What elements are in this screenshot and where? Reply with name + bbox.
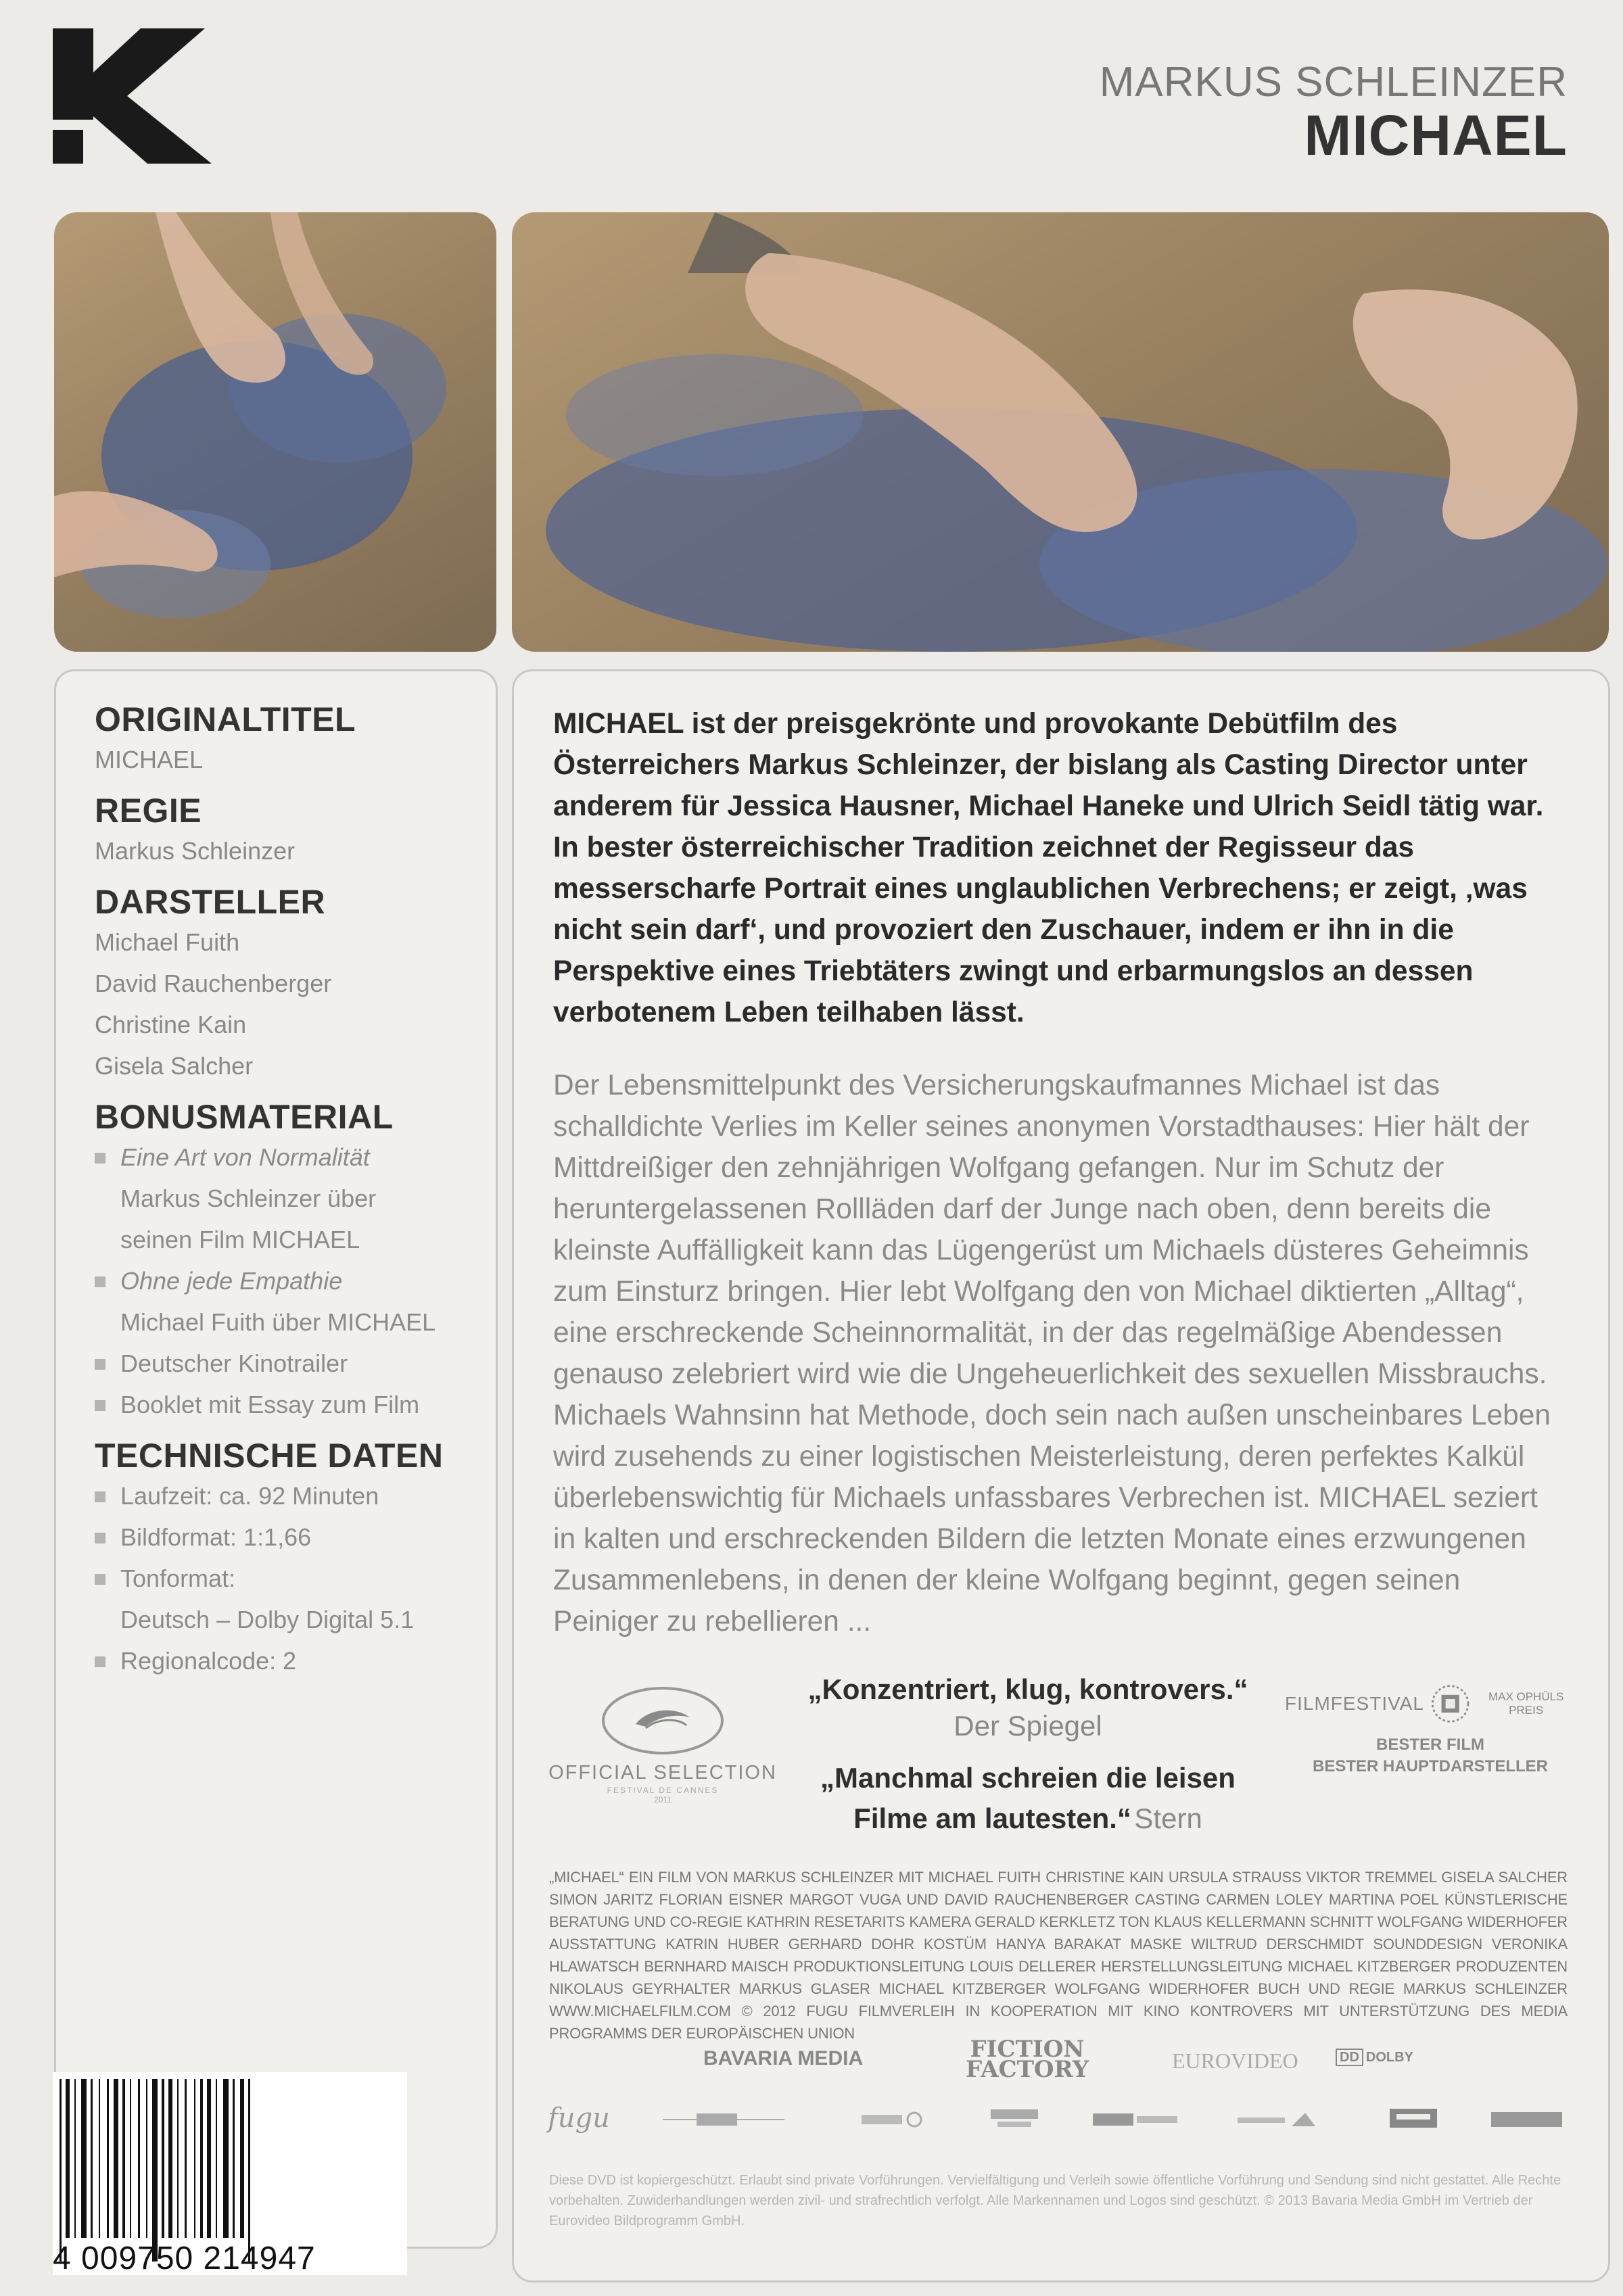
tech-spec-item: Tonformat: <box>95 1558 487 1599</box>
regie-heading: REGIE <box>95 792 202 830</box>
bmukk-logo <box>1238 2109 1325 2134</box>
bullet-square-icon <box>95 1533 105 1544</box>
darsteller-heading: DARSTELLER <box>95 883 326 921</box>
bullet-square-icon <box>95 1656 105 1667</box>
bavaria-media-logo: BAVARIA MEDIA <box>703 2047 864 2070</box>
originaltitel-value: MICHAEL <box>95 746 204 773</box>
originaltitel-heading: ORIGINALTITEL <box>95 700 356 738</box>
ean-barcode <box>53 2072 407 2275</box>
bonus-item: Booklet mit Essay zum Film <box>95 1384 487 1425</box>
bullet-square-icon <box>95 1574 105 1585</box>
kino-kontrovers-logo <box>1386 2106 1440 2134</box>
bullet-square-icon <box>95 1153 105 1164</box>
festival-emblem-icon <box>1430 1680 1471 1727</box>
film-details <box>95 700 487 1681</box>
bullet-square-icon <box>95 1491 105 1502</box>
synopsis-body: Der Lebensmittelpunkt des Versicherungskaufmannes Michael ist das schalldichte Verlies im Keller seines anonymen Vorstadthauses: Hier hält der Mittdreißiger den zehnjährigen Wolfgang gefangen. Nur im Schutz der heruntergelassenen Rollläden darf der Junge nach oben, denn bereits die kleinste Auffälligkeit kann das Lügengerüst um Michaels düsteres Geheimnis zum Einsturz bringen. Hier lebt Wolfgang den von Michael diktierten „Alltag“, eine erschreckende Scheinnormalität, in der das regelmäßige Abendessen genauso zelebriert wird wie die Ungeheuerlichkeit des sexuellen Missbrauchs. Michaels Wahnsinn hat Methode, doch sein nach außen unscheinbares Leben wird zusehends zu einer logistischen Meisterleistung, deren perfektes Kalkül überlebenswichtig für Michaels unfassbares Verbrechen ist. MICHAEL seziert in kalten und erschreckenden Bildern die letzten Monate eines erzwungenen Zusammenlebens, in denen der kleine Wolfgang beginnt, gegen seinen Peiniger zu rebellieren ... <box>553 1070 1551 1637</box>
technische-daten-heading: TECHNISCHE DATEN <box>95 1437 444 1475</box>
bullet-square-icon <box>95 1359 105 1370</box>
cannes-selection-badge <box>548 1683 778 1804</box>
bonus-item: Deutscher Kinotrailer <box>95 1343 487 1384</box>
film-fund-logo <box>855 2109 929 2134</box>
cast-member: David Rauchenberger <box>95 970 332 997</box>
quote-text: „Konzentriert, klug, kontrovers.“ <box>807 1673 1248 1705</box>
still-image-puzzle-hands-right <box>512 212 1609 652</box>
cannes-palm-icon <box>598 1683 727 1758</box>
award-best-actor: BESTER HAUPTDARSTELLER <box>1312 1757 1548 1775</box>
copyright-disclaimer: Diese DVD ist kopiergeschützt. Erlaubt sind private Vorführungen. Vervielfältigung und Verleih sowie öffentliche Vorführung und Sendung sind nicht gestattet. Alle Rechte vorbehalten. Zuwiderhandlungen werden zivil- und strafrechtlich verfolgt. Alle Markennamen und Logos sind geschützt. © 2013 Bavaria Media GmbH im Vertrieb der Eurovideo Bildprogramm GmbH. <box>549 2173 1561 2228</box>
fugu-logo: fugu <box>548 2103 610 2134</box>
bonus-item-detail: seinen Film MICHAEL <box>120 1226 360 1253</box>
fiction-factory-logo: FICTION FACTORY <box>966 2036 1089 2083</box>
festival-de-cannes-label: FESTIVAL DE CANNES <box>607 1786 719 1795</box>
fisa-logo <box>984 2108 1045 2135</box>
director-name: MARKUS SCHLEINZER <box>1099 59 1568 105</box>
press-quote-stern <box>791 1758 1265 1846</box>
film-title: MICHAEL <box>1304 103 1568 168</box>
bonus-item-detail: Michael Fuith über MICHAEL <box>120 1308 436 1336</box>
quote-source: Der Spiegel <box>954 1710 1102 1742</box>
quote-line <box>791 1798 1265 1846</box>
still-image-puzzle-hands-left <box>54 212 496 652</box>
award-best-film: BESTER FILM <box>1376 1736 1484 1754</box>
bonus-item: Eine Art von Normalität <box>95 1137 487 1178</box>
tech-spec-detail: Deutsch – Dolby Digital 5.1 <box>120 1606 415 1633</box>
bonusmaterial-heading: BONUSMATERIAL <box>95 1098 394 1136</box>
cast-member: Gisela Salcher <box>95 1052 254 1080</box>
quote-source: Stern <box>1134 1802 1202 1834</box>
max-ophuels-award-badge <box>1285 1680 1576 1777</box>
credits-block: „MICHAEL“ EIN FILM VON MARKUS SCHLEINZER MIT MICHAEL FUITH CHRISTINE KAIN URSULA STRAUSS VIKTOR TREMMEL GISELA SALCHER SIMON JARITZ FLORIAN EISNER MARGOT VUGA UND DAVID RAUCHENBERGER CASTING CARMEN LOLEY MARTINA POEL KÜNSTLERISCHE BERATUNG UND CO-REGIE KATHRIN RESETARITS KAMERA GERALD KERKLETZ TON KLAUS KELLERMANN SCHNITT WOLFGANG WIDERHOFER AUSSTATTUNG KATRIN HUBER GERHARD DOHR KOSTÜM HANYA BARAKAT MASKE WILTRUD DERSCHMIDT SOUNDDESIGN VERONIKA HLAWATSCH BERNHARD MAISCH PRODUKTIONSLEITUNG LOUIS DELLERER HERSTELLUNGSLEITUNG MICHAEL KITZBERGER PRODUZENTEN NIKOLAUS GEYRHALTER MARKUS GLASER MICHAEL KITZBERGER WOLFGANG WIDERHOFER BUCH UND REGIE MARKUS SCHLEINZER WWW.MICHAELFILM.COM © 2012 FUGU FILMVERLEIH IN KOOPERATION MIT KINO KONTROVERS MIT UNTERSTÜTZUNG DES MEDIA PROGRAMMS DER EUROPÄISCHEN UNION <box>549 1869 1568 2042</box>
bullet-square-icon <box>95 1276 105 1287</box>
barcode-number: 4 009750 214947 <box>53 2241 316 2276</box>
bullet-square-icon <box>95 1400 105 1411</box>
eurovideo-logo: EUROVIDEO <box>1172 2049 1298 2073</box>
orf-logo <box>1093 2109 1181 2134</box>
media-programme-logo <box>1491 2109 1566 2134</box>
festival-prize: MAX OPHÜLS PREIS <box>1488 1690 1564 1717</box>
cover-header <box>1099 59 1568 168</box>
official-selection-label: OFFICIAL SELECTION <box>548 1762 777 1784</box>
cast-member: Christine Kain <box>95 1011 247 1038</box>
bonus-item: Ohne jede Empathie <box>95 1260 487 1301</box>
publisher-logo <box>53 28 215 164</box>
regie-value: Markus Schleinzer <box>95 837 296 865</box>
ngf-logo <box>663 2109 784 2134</box>
tech-spec-item: Laufzeit: ca. 92 Minuten <box>95 1475 487 1516</box>
tech-spec-item: Regionalcode: 2 <box>95 1640 487 1681</box>
tech-spec-item: Bildformat: 1:1,66 <box>95 1516 487 1558</box>
quote-text: „Manchmal schreien die leisen <box>820 1762 1236 1794</box>
cast-member: Michael Fuith <box>95 928 240 956</box>
dolby-digital-logo: DD DOLBY <box>1336 2050 1413 2065</box>
quote-text: Filme am lautesten.“ <box>853 1802 1131 1834</box>
festival-year: 2011 <box>654 1795 672 1804</box>
press-quote-spiegel <box>791 1673 1265 1742</box>
festival-name: FILMFESTIVAL <box>1285 1693 1424 1714</box>
bonus-item-detail: Markus Schleinzer über <box>120 1185 377 1212</box>
synopsis-intro: MICHAEL ist der preisgekrönte und provokante Debütfilm des Österreichers Markus Schleinzer, der bislang als Casting Director unter anderem für Jessica Hausner, Michael Haneke und Ulrich Seidl tätig war. In bester österreichischer Tradition zeichnet der Regisseur das messerscharfe Portrait eines unglaublichen Verbrechens; er zeigt, ‚was nicht sein darf‘, und provoziert den Zuschauer, indem er ihn in die Perspektive eines Triebtäters zwingt und erbarmungslos an dessen verbotenem Leben teilhaben lässt. <box>553 708 1544 1028</box>
